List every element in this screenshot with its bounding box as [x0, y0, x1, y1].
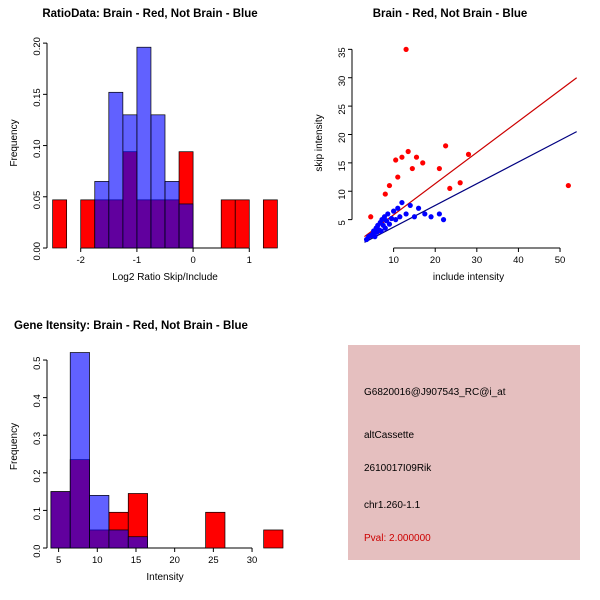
svg-text:10: 10 [92, 555, 103, 566]
svg-text:1: 1 [246, 255, 252, 266]
svg-text:include intensity: include intensity [432, 272, 505, 283]
svg-text:-2: -2 [76, 255, 85, 266]
svg-text:0.00: 0.00 [32, 241, 43, 261]
info-pval: Pval: 2.000000 [364, 533, 431, 544]
svg-text:35: 35 [337, 47, 348, 58]
svg-text:20: 20 [429, 255, 441, 266]
svg-text:15: 15 [130, 555, 142, 566]
info-probe: G6820016@J907543_RC@i_at [364, 387, 506, 398]
svg-text:0.10: 0.10 [32, 139, 43, 159]
svg-text:0.05: 0.05 [32, 190, 43, 210]
svg-text:25: 25 [208, 555, 219, 566]
svg-text:20: 20 [337, 132, 348, 143]
svg-text:20: 20 [169, 555, 180, 566]
info-locus: chr1.260-1.1 [364, 500, 421, 511]
svg-text:0.2: 0.2 [32, 469, 43, 483]
svg-text:Frequency: Frequency [9, 422, 20, 471]
svg-text:0.0: 0.0 [32, 544, 43, 558]
svg-text:15: 15 [337, 160, 348, 172]
panel-ratio-histogram [0, 0, 300, 300]
svg-text:0.20: 0.20 [32, 37, 43, 56]
svg-text:skip intensity: skip intensity [314, 114, 325, 172]
info-gene: 2610017I09Rik [364, 463, 432, 474]
svg-text:10: 10 [337, 189, 348, 200]
svg-text:10: 10 [388, 255, 399, 266]
intensity-histogram-title: Gene Itensity: Brain - Red, Not Brain - Blue [14, 320, 248, 332]
svg-text:Log2 Ratio Skip/Include: Log2 Ratio Skip/Include [112, 272, 218, 283]
svg-text:0: 0 [190, 255, 196, 266]
svg-text:5: 5 [337, 220, 348, 226]
panel-intensity-histogram [0, 300, 300, 600]
ratio-histogram-plot [0, 0, 300, 300]
intensity-histogram-plot [0, 300, 300, 600]
svg-text:30: 30 [337, 75, 348, 87]
svg-text:Intensity: Intensity [146, 572, 184, 583]
scatter-plot [300, 0, 600, 300]
info-event: altCassette [364, 430, 415, 441]
svg-text:40: 40 [513, 255, 524, 266]
svg-text:0.5: 0.5 [32, 356, 43, 370]
svg-text:-1: -1 [132, 255, 142, 266]
svg-text:0.15: 0.15 [32, 88, 43, 107]
scatter-title: Brain - Red, Not Brain - Blue [372, 8, 528, 20]
panel-scatter [300, 0, 600, 300]
svg-text:0.4: 0.4 [32, 394, 43, 408]
svg-text:25: 25 [337, 104, 348, 115]
ratio-histogram-title: RatioData: Brain - Red, Not Brain - Blue [42, 8, 258, 20]
svg-text:30: 30 [246, 555, 258, 566]
svg-text:0.1: 0.1 [32, 506, 43, 521]
info-panel [348, 345, 580, 560]
svg-text:50: 50 [554, 255, 566, 266]
svg-text:Frequency: Frequency [9, 119, 20, 167]
svg-text:0.3: 0.3 [32, 431, 43, 446]
svg-text:5: 5 [55, 555, 62, 566]
svg-text:30: 30 [471, 255, 483, 266]
